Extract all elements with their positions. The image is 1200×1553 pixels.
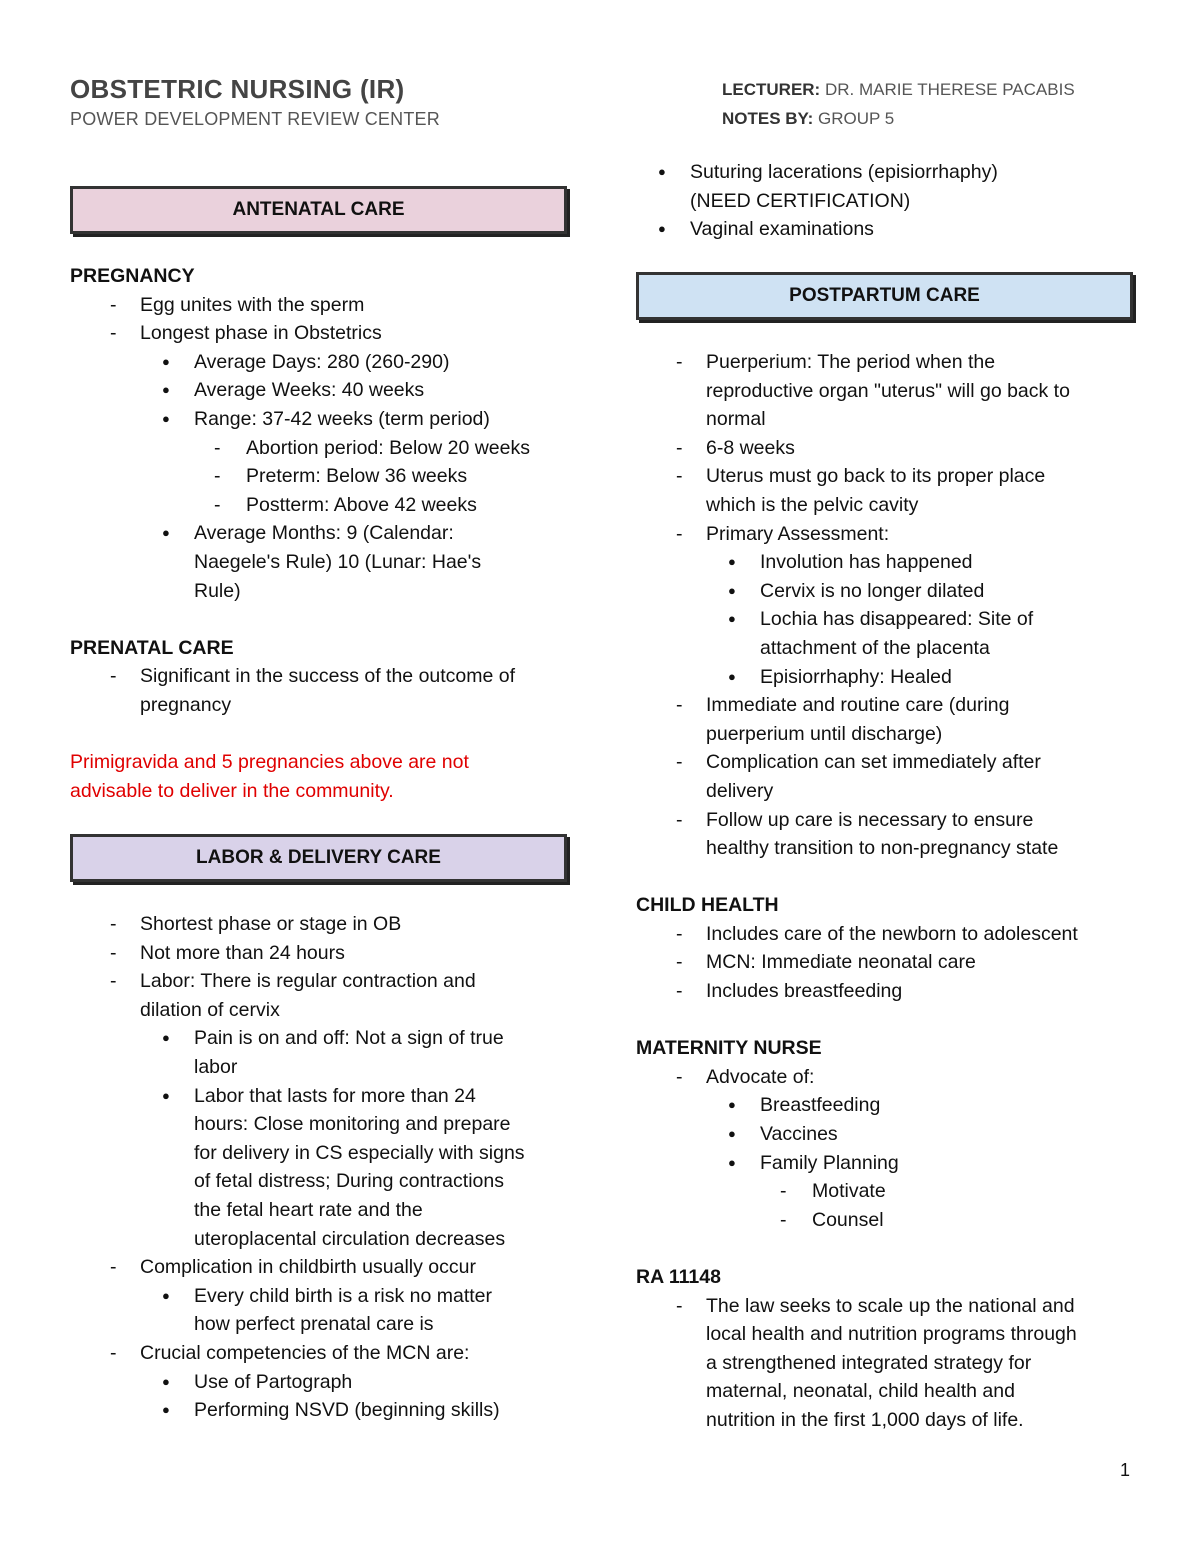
list-item: - Counsel [636,1206,1196,1235]
list-item: - Preterm: Below 36 weeks [70,462,570,491]
list-item: ● Use of Partograph [70,1368,570,1397]
list-item-continuation: local health and nutrition programs through [706,1323,1077,1346]
list-item-continuation: which is the pelvic cavity [706,493,919,516]
list-item: ● Lochia has disappeared: Site of [636,605,1196,634]
list-item-continuation: hours: Close monitoring and prepare [194,1113,511,1136]
prenatal-care-heading: PRENATAL CARE [70,636,234,659]
list-item: - Primary Assessment: [636,520,1196,549]
list-item: - Egg unites with the sperm [70,291,570,320]
list-item-continuation: Naegele's Rule) 10 (Lunar: Hae's [194,550,482,573]
document-subtitle: POWER DEVELOPMENT REVIEW CENTER [70,109,440,129]
list-item: ● Every child birth is a risk no matter [70,1282,570,1311]
list-item: - Labor: There is regular contraction and [70,967,570,996]
list-item: - Crucial competencies of the MCN are: [70,1339,570,1368]
lecturer-label: LECTURER: [722,80,821,99]
list-item-continuation: maternal, neonatal, child health and [706,1380,1015,1403]
list-item: ● Cervix is no longer dilated [636,577,1196,606]
list-item: ● Breastfeeding [636,1091,1196,1120]
section-antenatal-care: ANTENATAL CARE [70,186,567,234]
pregnancy-heading: PREGNANCY [70,265,195,287]
child-health-heading: CHILD HEALTH [636,894,779,917]
list-item: - Follow up care is necessary to ensure [636,806,1196,835]
list-item-continuation: puerperium until discharge) [706,722,943,745]
list-item-continuation: uteroplacental circulation decreases [194,1227,506,1250]
page-number: 1 [1120,1460,1131,1480]
list-item-continuation: nutrition in the first 1,000 days of life. [706,1408,1024,1431]
lecturer-line [722,80,1075,100]
list-item: ● Family Planning [636,1149,1196,1178]
maternity-nurse-heading: MATERNITY NURSE [636,1037,822,1060]
list-item: ● Average Weeks: 40 weeks [70,376,570,405]
list-item: ● Range: 37-42 weeks (term period) [70,405,570,434]
list-item-continuation: of fetal distress; During contractions [194,1170,504,1193]
list-item-continuation: pregnancy [140,693,232,716]
postpartum-section [636,348,1196,1435]
list-item-continuation: Rule) [194,579,241,602]
list-item-continuation: how perfect prenatal care is [194,1313,434,1336]
list-item-continuation: for delivery in CS especially with signs [194,1141,525,1164]
primigravida-note: advisable to deliver in the community. [70,779,394,802]
list-item: ● Average Days: 280 (260-290) [70,348,570,377]
list-item: ● Suturing lacerations (episiorrhaphy) [566,158,1126,187]
notes-by-line [722,109,894,129]
list-item: - Puerperium: The period when the [636,348,1196,377]
list-item: - Advocate of: [636,1063,1196,1092]
ra-11148-heading: RA 11148 [636,1266,721,1288]
list-item: - MCN: Immediate neonatal care [636,948,1196,977]
labor-continuation-section [566,158,1126,244]
list-item: ● Average Months: 9 (Calendar: [70,519,570,548]
list-item: - Immediate and routine care (during [636,691,1196,720]
list-item: - Uterus must go back to its proper place [636,462,1196,491]
section-labor-delivery-care: LABOR & DELIVERY CARE [70,834,567,882]
section-postpartum-care: POSTPARTUM CARE [636,272,1133,320]
list-item: - Significant in the success of the outcome of [70,662,570,691]
primigravida-note: Primigravida and 5 pregnancies above are not [70,751,469,774]
list-item-continuation: labor [194,1055,238,1078]
notes-by-value: GROUP 5 [818,109,895,128]
list-item-continuation: the fetal heart rate and the [194,1198,423,1221]
list-item-continuation: healthy transition to non-pregnancy state [706,837,1059,860]
lecturer-name: DR. MARIE THERESE PACABIS [824,80,1075,99]
list-item: - Complication in childbirth usually occur [70,1253,570,1282]
list-item: ● Involution has happened [636,548,1196,577]
list-item: ● Vaginal examinations [566,215,1126,244]
list-item: - Shortest phase or stage in OB [70,910,570,939]
list-item: - 6-8 weeks [636,434,1196,463]
list-item-continuation: attachment of the placenta [760,636,990,659]
list-item-continuation: reproductive organ "uterus" will go back to [706,379,1070,402]
list-item-continuation: delivery [706,779,774,802]
list-item: ● Labor that lasts for more than 24 [70,1082,570,1111]
list-item: - Longest phase in Obstetrics [70,319,570,348]
list-item: - Not more than 24 hours [70,939,570,968]
list-item: - Postterm: Above 42 weeks [70,491,570,520]
labor-delivery-section [70,910,570,1425]
list-item: ● Pain is on and off: Not a sign of true [70,1024,570,1053]
list-item: ● Performing NSVD (beginning skills) [70,1396,570,1425]
list-item: ● Vaccines [636,1120,1196,1149]
list-item-continuation: normal [706,408,766,431]
list-item-continuation: dilation of cervix [140,998,280,1021]
list-item: - Abortion period: Below 20 weeks [70,434,570,463]
list-item-continuation: a strengthened integrated strategy for [706,1351,1032,1374]
list-item-continuation: (NEED CERTIFICATION) [690,189,911,212]
notes-by-label: NOTES BY: [722,109,814,128]
list-item: - Includes breastfeeding [636,977,1196,1006]
list-item: ● Episiorrhaphy: Healed [636,663,1196,692]
list-item: - The law seeks to scale up the national and [636,1292,1196,1321]
list-item: - Includes care of the newborn to adolescent [636,920,1196,949]
list-item: - Complication can set immediately after [636,748,1196,777]
list-item: - Motivate [636,1177,1196,1206]
pregnancy-section [70,262,570,805]
document-title: OBSTETRIC NURSING (IR) [70,74,405,104]
